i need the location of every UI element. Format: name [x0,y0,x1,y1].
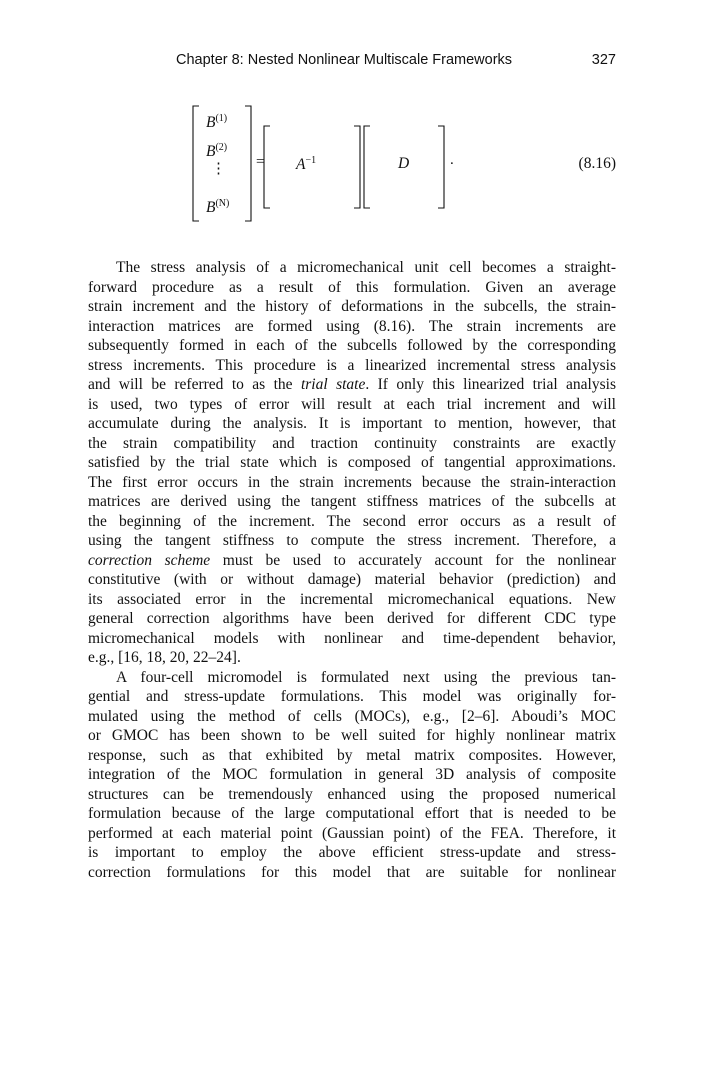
matrix-d: D [398,155,410,172]
text-line: strain increment and the history of deformations in the subcells, the strain- [88,298,616,315]
text-line: is used, two types of error will result at each trial increment and will [88,395,616,413]
body-text [88,258,616,882]
equation-number: (8.16) [578,155,616,172]
paragraph-four-cell-micromodel [88,668,616,883]
vector-entry-2: $B^{(2)}$ [206,142,228,161]
text-line: or GMOC has been shown to be well suited for highly nonlinear matrix [88,727,616,744]
text-line: satisfied by the trial state which is composed of tangential approximations. [88,454,616,471]
text-line: subsequently formed in each of the subcells followed by the corresponding [88,337,616,354]
text-line: micromechanical models with nonlinear and time-dependent behavior, [88,629,616,647]
vector-entry-n: $B^{(N)}$ [206,198,230,217]
italic-term: trial state [300,376,366,393]
text-line: its associated error in the incremental micromechanical equations. New [88,590,616,608]
page-number: 327 [591,52,616,68]
text-line: The first error occurs in the strain increments because the strain-interaction [88,473,616,491]
chapter-title: Chapter 8: Nested Nonlinear Multiscale Frameworks [176,52,513,68]
text-line: mulated using the method of cells (MOCs), e.g., [2–6]. Aboudi’s MOC [88,707,616,725]
text-line: e.g., [16, 18, 20, 22–24]. [88,649,241,666]
text-line: matrices are derived using the tangent stiffness matrices of the subcells at [88,493,616,510]
running-header [88,52,616,74]
text-line: performed at each material point (Gaussian point) of the FEA. Therefore, it [88,824,616,842]
text-line: and will be referred to as the trial state. If only this linearized trial analysis [88,376,616,393]
paragraph-stress-analysis [88,258,616,668]
text-line: response, such as that exhibited by metal matrix composites. However, [88,746,616,764]
text-line: constitutive (with or without damage) material behavior (prediction) and [88,571,616,588]
vector-ellipsis: ⋮ [211,161,226,177]
vector-entry-1: $B^{(1)}$ [206,113,228,132]
equation-period: . [450,152,454,168]
text-line: forward procedure as a result of this formulation. Given an average [88,278,616,296]
text-line: interaction matrices are formed using (8.16). The strain increments are [88,317,616,335]
text-line: is important to employ the above efficient stress-update and stress- [88,844,616,861]
strain-interaction-vector [192,104,254,222]
text-line: correction scheme must be used to accurately account for the nonlinear [88,551,617,569]
italic-term: correction scheme [88,551,211,569]
equation-8-16 [190,104,620,232]
text-line: using the tangent stiffness to compute the stress increment. Therefore, a [88,532,616,549]
text-line: gential and stress-update formulations. This model was originally for- [88,688,616,705]
text-line: accumulate during the analysis. It is important to mention, however, that [88,415,616,432]
text-line: A four-cell micromodel is formulated next using the previous tan- [116,668,616,686]
text-line: the strain compatibility and traction continuity constraints are exactly [88,434,616,452]
text-line: integration of the MOC formulation in general 3D analysis of composite [88,766,616,783]
equals-sign: = [256,154,265,170]
text-line: formulation because of the large computational effort that is needed to be [88,805,616,822]
text-line: general correction algorithms have been derived for different CDC type [88,610,616,627]
text-line: stress increments. This procedure is a linearized incremental stress analysis [88,356,616,374]
text-line: structures can be tremendously enhanced using the proposed numerical [88,785,616,803]
text-line: The stress analysis of a micromechanical unit cell becomes a straight- [116,259,616,276]
matrix-a-inverse: $A^{-1}$ [296,155,317,174]
text-line: the beginning of the increment. The second error occurs as a result of [88,512,616,530]
text-line: correction formulations for this model that are suitable for nonlinear [88,863,616,881]
